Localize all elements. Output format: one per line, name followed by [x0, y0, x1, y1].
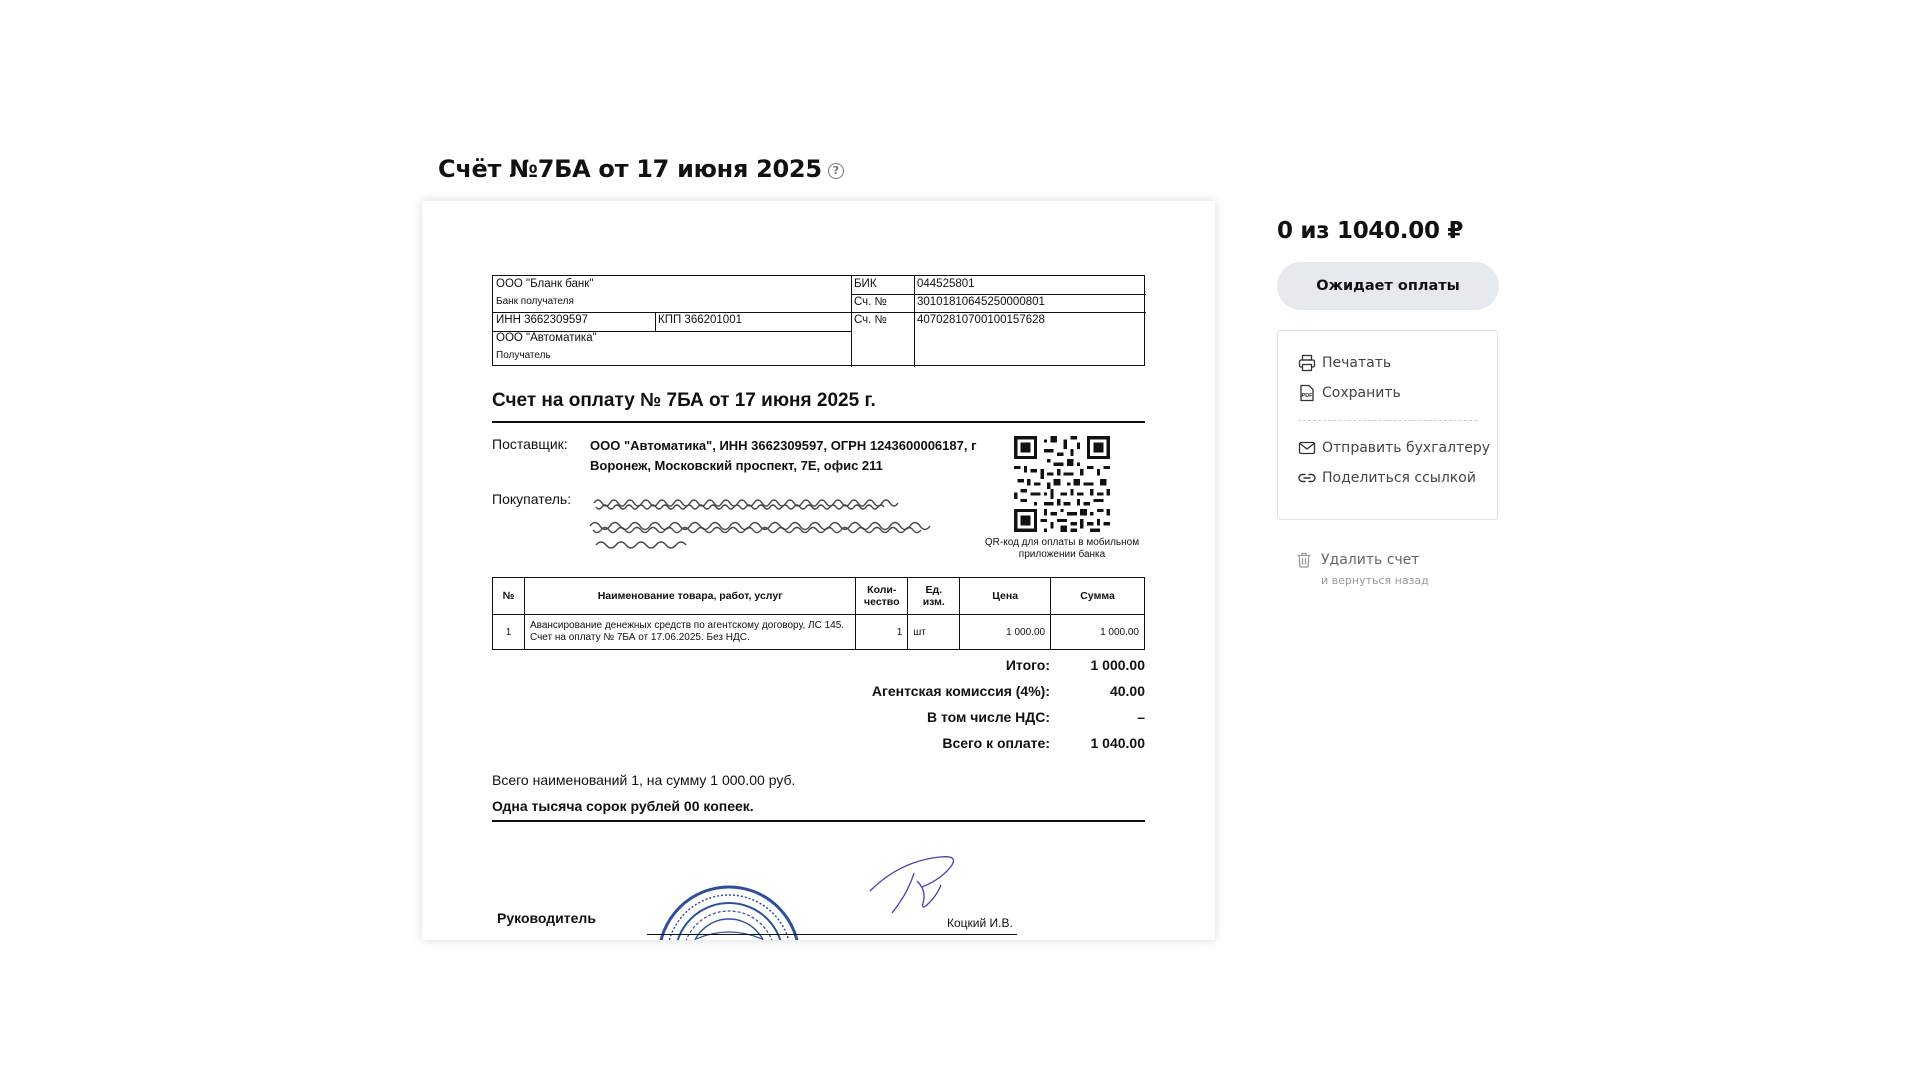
delete-sublabel: и вернуться назад: [1321, 574, 1429, 587]
bik-label: БИК: [854, 278, 877, 290]
total-value: 1 040.00: [1090, 735, 1145, 751]
total-value: 40.00: [1109, 683, 1145, 699]
total-value: –: [1137, 709, 1145, 725]
page-title: [438, 155, 844, 183]
invoice-document: [422, 201, 1215, 940]
bank-details-table: [492, 275, 1145, 366]
bank-caption: Банк получателя: [496, 296, 574, 307]
cell-price: 1 000.00: [960, 615, 1051, 650]
director-label: Руководитель: [497, 910, 596, 926]
recipient-name: ООО "Автоматика": [496, 332, 597, 344]
amount-in-words: Одна тысяча сорок рублей 00 копеек.: [492, 798, 754, 814]
supplier-value: [590, 436, 990, 476]
summary-rule: [492, 820, 1145, 822]
total-label: Итого:: [1005, 657, 1050, 673]
cell-name: Авансирование денежных средств по агентскому договору, ЛС 145. Счет на оплату № 7БА от 17.06.2025. Без НДС.: [524, 615, 855, 650]
recipient-inn: ИНН 3662309597: [496, 314, 589, 326]
save-label: Сохранить: [1322, 385, 1401, 401]
bank-name: ООО "Бланк банк": [496, 278, 594, 290]
qr-code: [1014, 436, 1110, 532]
qr-caption: QR-код для оплаты в мобильном приложении банка: [984, 537, 1140, 560]
total-due: [720, 735, 1145, 751]
link-icon: [1298, 469, 1316, 487]
total-vat: [720, 709, 1145, 725]
help-icon[interactable]: ?: [828, 163, 844, 179]
company-stamp: [654, 869, 804, 940]
mail-icon: [1298, 439, 1316, 457]
account-value: 40702810700100157628: [917, 314, 1045, 326]
send-to-accountant-button[interactable]: [1298, 439, 1490, 457]
delete-invoice-button[interactable]: [1295, 551, 1429, 569]
total-subtotal: [720, 657, 1145, 673]
page-title-text: Счёт №7БА от 17 июня 2025: [438, 155, 822, 183]
items-summary: Всего наименований 1, на сумму 1 000.00 руб.: [492, 772, 796, 788]
share-link-button[interactable]: [1298, 469, 1476, 487]
supplier-label: Поставщик:: [492, 436, 568, 452]
recipient-kpp: КПП 366201001: [658, 314, 742, 326]
actions-divider: [1298, 420, 1477, 421]
print-button[interactable]: [1298, 354, 1391, 372]
trash-icon: [1295, 551, 1313, 569]
total-label: В том числе НДС:: [926, 709, 1050, 725]
total-value: 1 000.00: [1090, 657, 1145, 673]
corr-account-value: 30101810645250000801: [917, 296, 1045, 308]
items-table-header: [493, 578, 1145, 615]
actions-panel: [1277, 330, 1498, 520]
share-label: Поделиться ссылкой: [1322, 470, 1476, 486]
director-signature: [862, 851, 972, 921]
cell-unit: шт: [908, 615, 960, 650]
bik-value: 044525801: [917, 278, 975, 290]
paid-amount: 0 из 1040.00 ₽: [1277, 218, 1464, 244]
save-pdf-button[interactable]: [1298, 384, 1401, 402]
col-header-sum: Сумма: [1051, 578, 1145, 615]
supplier-line-2: Воронеж, Московский проспект, 7Е, офис 211: [590, 458, 883, 473]
cell-number: 1: [493, 615, 525, 650]
table-row: [493, 615, 1145, 650]
supplier-line-1: ООО "Автоматика", ИНН 3662309597, ОГРН 1243600006187, г: [590, 438, 977, 453]
send-label: Отправить бухгалтеру: [1322, 440, 1491, 456]
corr-account-label: Сч. №: [854, 296, 887, 308]
status-badge: Ожидает оплаты: [1277, 262, 1499, 310]
recipient-caption: Получатель: [496, 350, 551, 361]
buyer-label: Покупатель:: [492, 491, 572, 507]
delete-label: Удалить счет: [1321, 552, 1420, 568]
total-commission: [720, 683, 1145, 699]
col-header-name: Наименование товара, работ, услуг: [524, 578, 855, 615]
pdf-icon: [1298, 384, 1316, 402]
title-rule: [492, 421, 1145, 423]
cell-quantity: 1: [856, 615, 908, 650]
total-label: Всего к оплате:: [942, 735, 1050, 751]
delete-invoice[interactable]: [1295, 551, 1429, 587]
cell-sum: 1 000.00: [1051, 615, 1145, 650]
col-header-number: №: [493, 578, 525, 615]
col-header-price: Цена: [960, 578, 1051, 615]
print-label: Печатать: [1322, 355, 1392, 371]
total-label: Агентская комиссия (4%):: [871, 683, 1050, 699]
signature-line: [647, 934, 1017, 935]
account-label: Сч. №: [854, 314, 887, 326]
col-header-unit: Ед. изм.: [908, 578, 960, 615]
director-name: Коцкий И.В.: [947, 916, 1013, 930]
col-header-quantity: Коли-чество: [856, 578, 908, 615]
buyer-obscured-text: [584, 493, 984, 553]
svg-text:PDF: PDF: [1301, 393, 1313, 399]
printer-icon: [1298, 354, 1316, 372]
invoice-title: Счет на оплату № 7БА от 17 июня 2025 г.: [492, 390, 876, 411]
items-table: [492, 577, 1145, 650]
